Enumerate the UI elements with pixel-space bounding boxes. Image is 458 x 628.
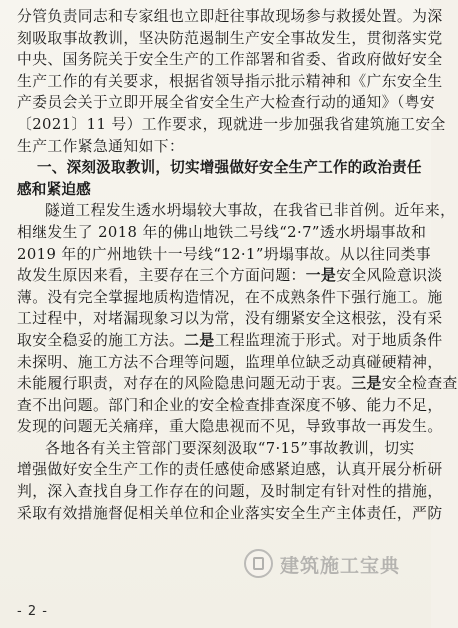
watermark-text: 建筑施工宝典 bbox=[280, 555, 401, 577]
section-heading-continuation: 感和紧迫感 bbox=[17, 180, 91, 198]
paragraph-line: 工过程中，对堵漏现象习以为常，没有绷紧安全这根弦，没有采 bbox=[17, 310, 443, 328]
paragraph-text: 安全检查查 bbox=[381, 375, 458, 393]
watermark bbox=[244, 545, 416, 583]
paragraph-text: 故发生原因来看，主要存在三个方面问题： bbox=[17, 267, 306, 285]
paragraph-line: 采取有效措施督促相关单位和企业落实安全生产主体责任，严防 bbox=[17, 504, 443, 522]
body-line: 产委员会关于立即开展全省安全生产大检查行动的通知》（粤安 bbox=[17, 94, 436, 112]
paragraph-line: 各地各有关主管部门要深刻汲取“7·15”事故教训，切实 bbox=[45, 439, 415, 457]
document-body bbox=[17, 6, 458, 524]
body-line: 生产工作的有关要求，根据省领导指示批示精神和《广东安全生 bbox=[17, 72, 443, 90]
paragraph-line-mixed bbox=[17, 265, 443, 287]
body-line: 〔2021〕11 号）工作要求，现就进一步加强我省建筑施工安全 bbox=[17, 115, 446, 133]
emphasis-label: 二是 bbox=[184, 331, 215, 349]
paragraph-line-mixed bbox=[17, 373, 458, 395]
body-line: 生产工作紧急通知如下： bbox=[17, 137, 185, 155]
building-seal-icon bbox=[244, 549, 273, 578]
paragraph-line: 未探明、施工方法不合理等问题，监理单位缺乏动真碰硬精神， bbox=[17, 353, 443, 371]
paragraph-text: 安全风险意识淡 bbox=[336, 267, 443, 285]
paragraph-line: 2019 年的广州地铁十一号线“12·1”坍塌事故。从以往同类事 bbox=[17, 245, 431, 263]
paragraph-line: 隧道工程发生透水坍塌较大事故，在我省已非首例。近年来， bbox=[45, 202, 456, 220]
paragraph-line: 发现的问题无关痛痒，重大隐患视而不见，导致事故一再发生。 bbox=[17, 418, 443, 436]
emphasis-label: 三是 bbox=[351, 375, 382, 393]
paragraph-line: 判，深入查找自身工作存在的问题，及时制定有针对性的措施， bbox=[17, 483, 443, 501]
section-heading: 一、深刻汲取教训，切实增强做好安全生产工作的政治责任 bbox=[37, 159, 422, 177]
paragraph-line: 相继发生了 2018 年的佛山地铁二号线“2·7”透水坍塌事故和 bbox=[17, 223, 427, 241]
paragraph-line: 增强做好安全生产工作的责任感使命感紧迫感，认真开展分析研 bbox=[17, 461, 443, 479]
body-line: 中央、国务院关于安全生产的工作部署和省委、省政府做好安全 bbox=[17, 51, 443, 69]
paragraph-text: 取安全稳妥的施工方法。 bbox=[17, 331, 185, 349]
paragraph-line: 查不出问题。部门和企业的安全检查排查深度不够、能力不足， bbox=[17, 396, 443, 414]
page-number: - 2 - bbox=[17, 604, 48, 619]
body-line: 刻吸取事故教训，坚决防范遏制生产安全事故发生，贯彻落实党 bbox=[17, 29, 443, 47]
body-line: 分管负责同志和专家组也立即赶往事故现场参与救援处置。为深 bbox=[17, 8, 443, 25]
paragraph-text: 未能履行职责，对存在的风险隐患问题无动于衷。 bbox=[17, 375, 352, 393]
paragraph-text: 工程监理流于形式。对于地质条件 bbox=[214, 331, 443, 349]
emphasis-label: 一是 bbox=[305, 267, 337, 285]
paragraph-line-mixed bbox=[17, 330, 443, 352]
paragraph-line: 薄。没有完全掌握地质构造情况，在不成熟条件下强行施工。施 bbox=[17, 288, 443, 306]
